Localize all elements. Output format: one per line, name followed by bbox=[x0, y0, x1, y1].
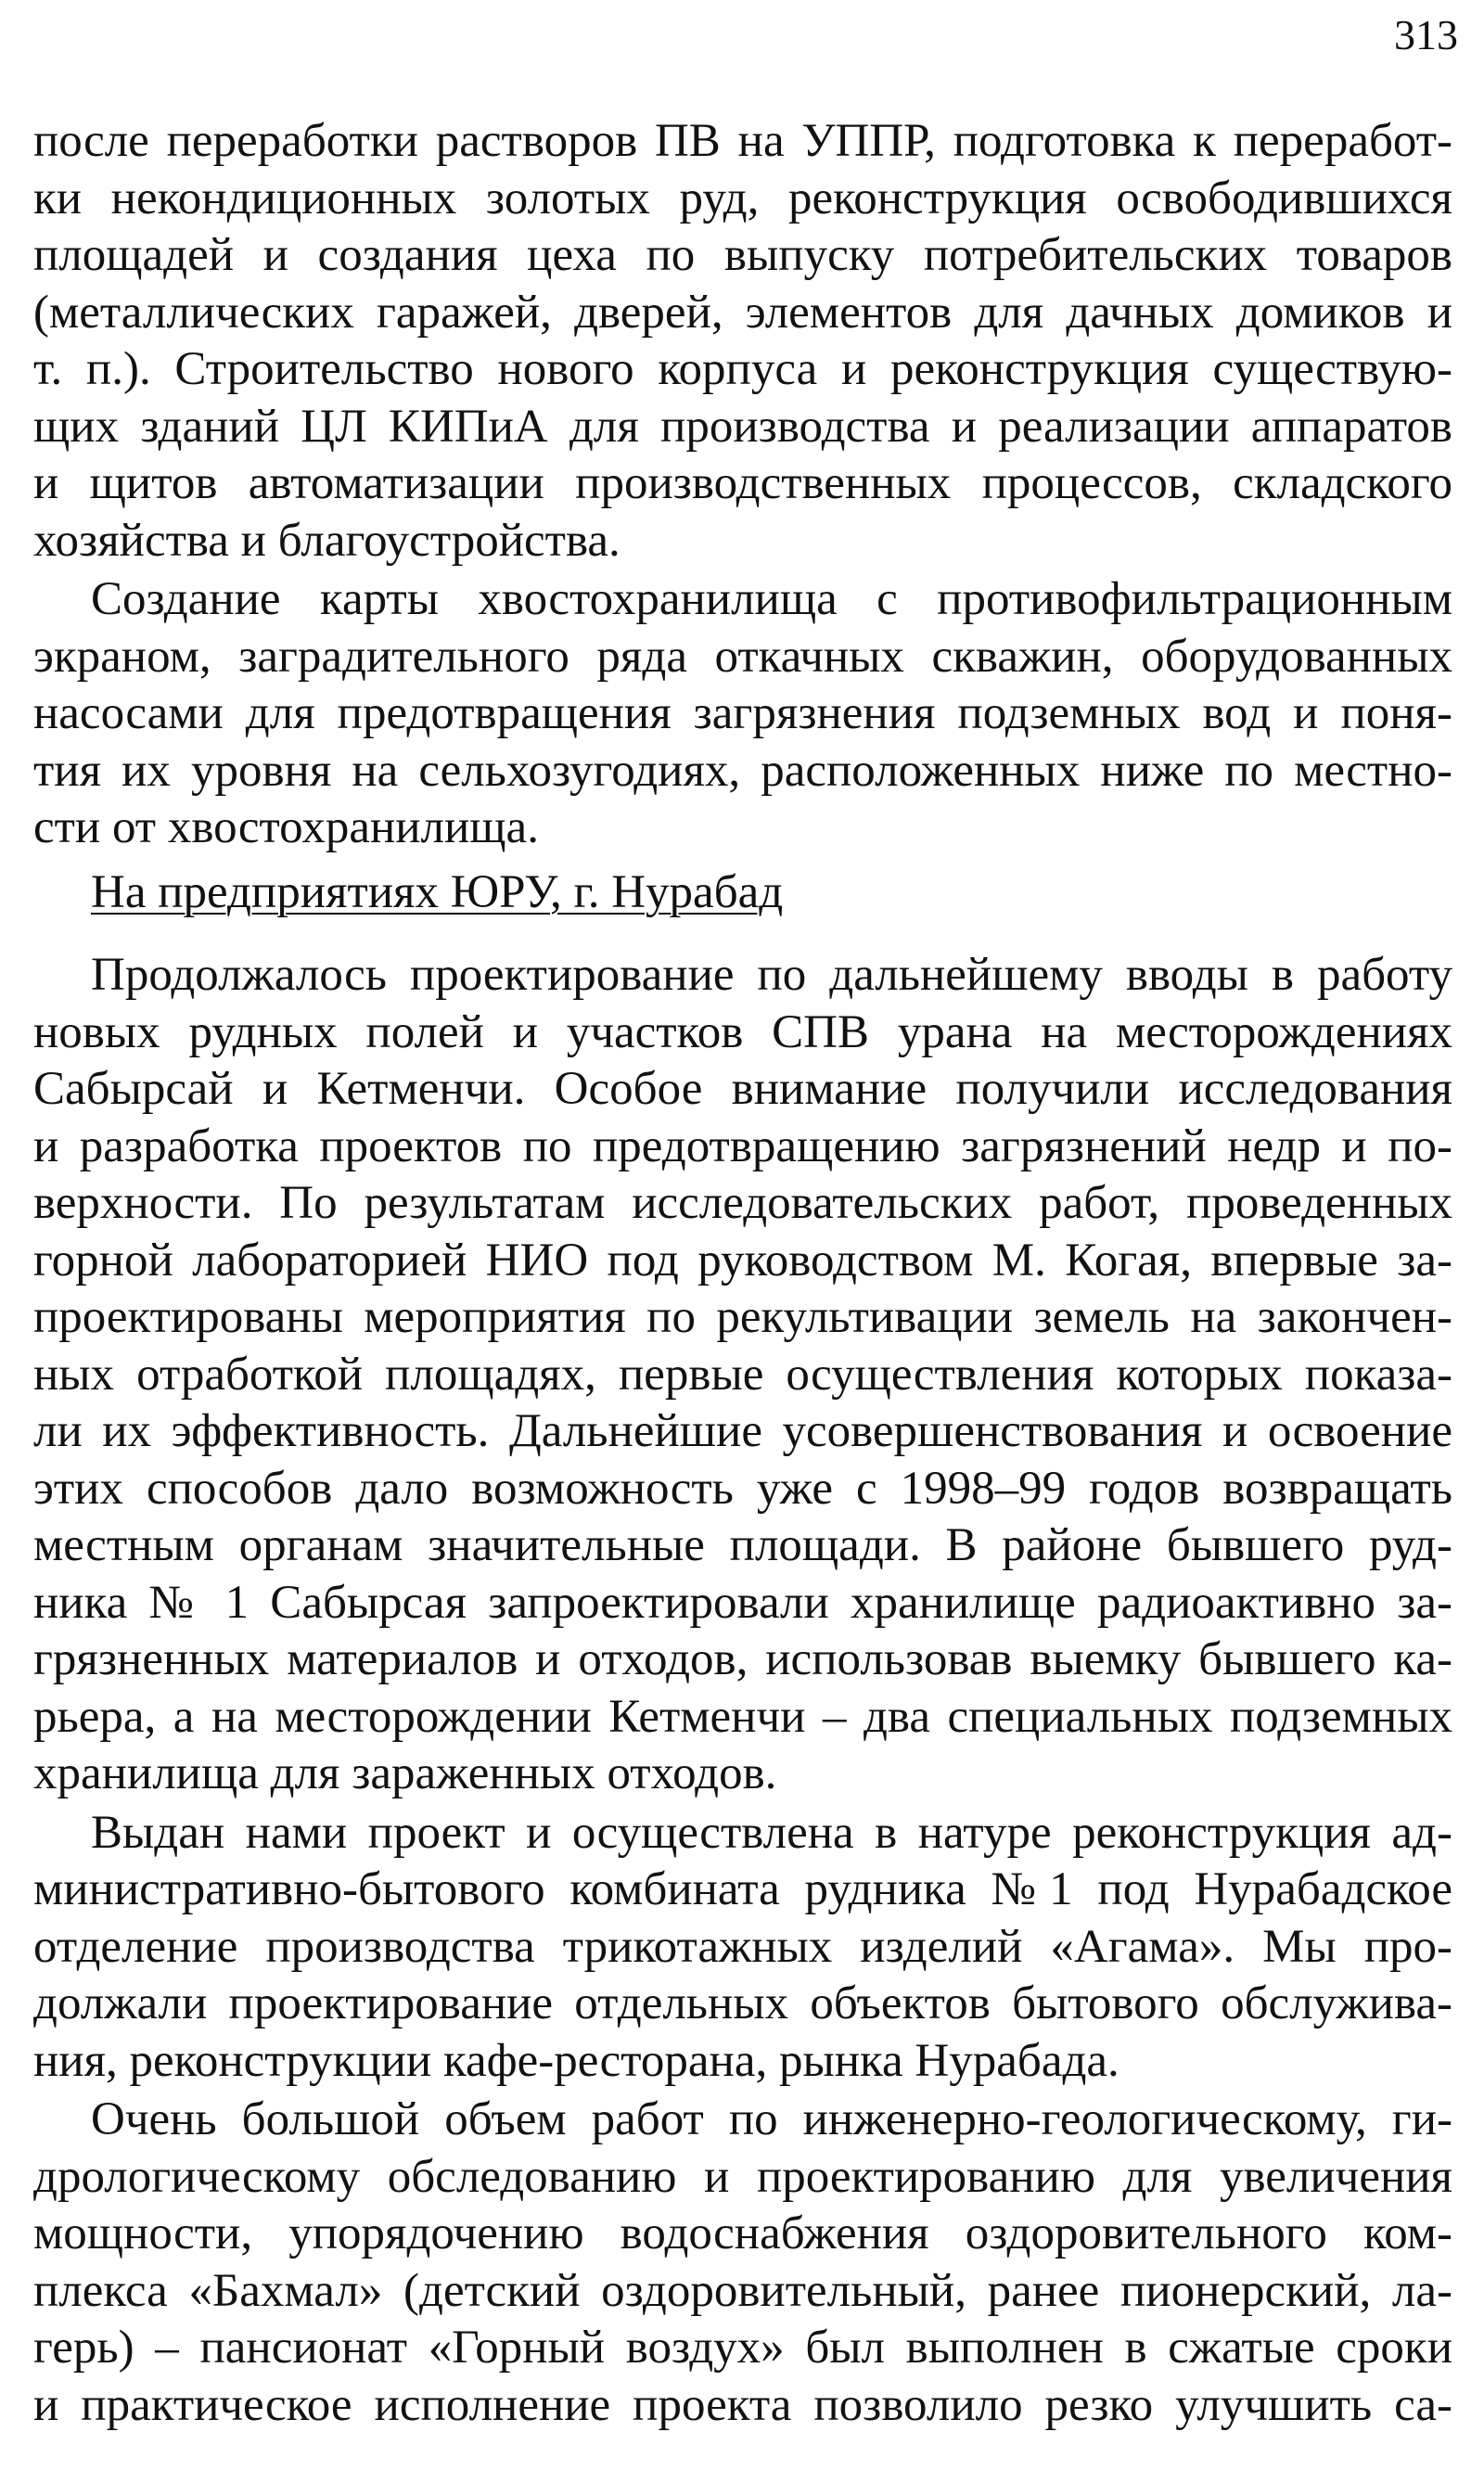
text-line: герь) – пансионат «Горный воздух» был выполнен в сжатые сроки bbox=[33, 2322, 1452, 2374]
text-line: хозяйства и благоустройства. bbox=[33, 514, 620, 567]
page-body bbox=[33, 113, 1452, 2436]
text-line: отделение производства трикотажных изделий «Агама». Мы про- bbox=[33, 1920, 1452, 1973]
paragraph bbox=[33, 571, 1452, 857]
text-line: новых рудных полей и участков СПВ урана на месторождениях bbox=[33, 1005, 1452, 1058]
text-line: ника № 1 Сабырсая запроектировали хранилище радиоактивно за- bbox=[33, 1576, 1452, 1629]
text-line: грязненных материалов и отходов, использовав выемку бывшего ка- bbox=[33, 1633, 1452, 1685]
text-line: тия их уровня на сельхозугодиях, расположенных ниже по местно- bbox=[33, 744, 1452, 797]
text-line: местным органам значительные площади. В районе бывшего руд- bbox=[33, 1519, 1452, 1571]
text-line: ли их эффективность. Дальнейшие усовершенствования и освоение bbox=[33, 1405, 1452, 1457]
paragraph bbox=[33, 113, 1452, 570]
text-line: ных отработкой площадях, первые осуществления которых показа- bbox=[33, 1348, 1452, 1401]
text-line: этих способов дало возможность уже с 1998–99 годов возвращать bbox=[33, 1462, 1452, 1515]
text-line: и практическое исполнение проекта позволило резко улучшить са- bbox=[33, 2378, 1452, 2431]
text-line: т. п.). Строительство нового корпуса и реконструкция существую- bbox=[33, 343, 1452, 395]
text-line: и щитов автоматизации производственных процессов, складского bbox=[33, 457, 1452, 509]
text-line: (металлических гаражей, дверей, элементов для дачных домиков и bbox=[33, 286, 1452, 339]
text-line: Сабырсай и Кетменчи. Особое внимание получили исследования bbox=[33, 1063, 1452, 1115]
paragraph-gap bbox=[33, 2434, 1452, 2436]
text-line: и разработка проектов по предотвращению загрязнений недр и по- bbox=[33, 1120, 1452, 1172]
text-line: экраном, заградительного ряда откачных скважин, оборудованных bbox=[33, 630, 1452, 683]
text-line: горной лабораторией НИО под руководством М. Когая, впервые за- bbox=[33, 1234, 1452, 1286]
text-line: министративно-бытового комбината рудника №1 под Нурабадское bbox=[33, 1863, 1452, 1915]
text-line: рьера, а на месторождении Кетменчи – два специальных подземных bbox=[33, 1690, 1452, 1743]
text-line: насосами для предотвращения загрязнения подземных вод и поня- bbox=[33, 687, 1452, 739]
text-line: сти от хвостохранилища. bbox=[33, 801, 539, 853]
text-line: Создание карты хвостохранилища с противофильтрационным bbox=[91, 573, 1452, 625]
text-line: ки некондиционных золотых руд, реконструкция освободившихся bbox=[33, 172, 1452, 224]
paragraph bbox=[33, 947, 1452, 1803]
text-line: после переработки растворов ПВ на УППР, подготовка к переработ- bbox=[33, 115, 1452, 167]
text-line: Выдан нами проект и осуществлена в натуре реконструкция ад- bbox=[91, 1806, 1452, 1859]
paragraph bbox=[33, 2092, 1452, 2434]
text-line: верхности. По результатам исследовательских работ, проведенных bbox=[33, 1177, 1452, 1229]
text-line: площадей и создания цеха по выпуску потребительских товаров bbox=[33, 229, 1452, 281]
page-number: 313 bbox=[1394, 11, 1458, 58]
text-line: щих зданий ЦЛ КИПиА для производства и реализации аппаратов bbox=[33, 400, 1452, 453]
section-heading bbox=[33, 864, 1452, 922]
text-line: проектированы мероприятия по рекультивации земель на закончен- bbox=[33, 1291, 1452, 1343]
text-line: хранилища для зараженных отходов. bbox=[33, 1747, 777, 1799]
text-line: Продолжалось проектирование по дальнейшему вводы в работу bbox=[91, 949, 1452, 1001]
text-line: дрологическому обследованию и проектированию для увеличения bbox=[33, 2150, 1452, 2203]
paragraph bbox=[33, 1805, 1452, 2091]
section-heading-text: На предприятиях ЮРУ, г. Нурабад bbox=[91, 865, 784, 918]
paragraph-gap bbox=[33, 857, 1452, 859]
text-line: должали проектирование отдельных объектов бытового обслужива- bbox=[33, 1977, 1452, 2029]
text-line: ния, реконструкции кафе-ресторана, рынка Нурабада. bbox=[33, 2034, 1119, 2087]
text-line: мощности, упорядочению водоснабжения оздоровительного ком- bbox=[33, 2208, 1452, 2259]
text-line: плекса «Бахмал» (детский оздоровительный, ранее пионерский, ла- bbox=[33, 2264, 1452, 2317]
text-line: Очень большой объем работ по инженерно-геологическому, ги- bbox=[91, 2093, 1452, 2145]
